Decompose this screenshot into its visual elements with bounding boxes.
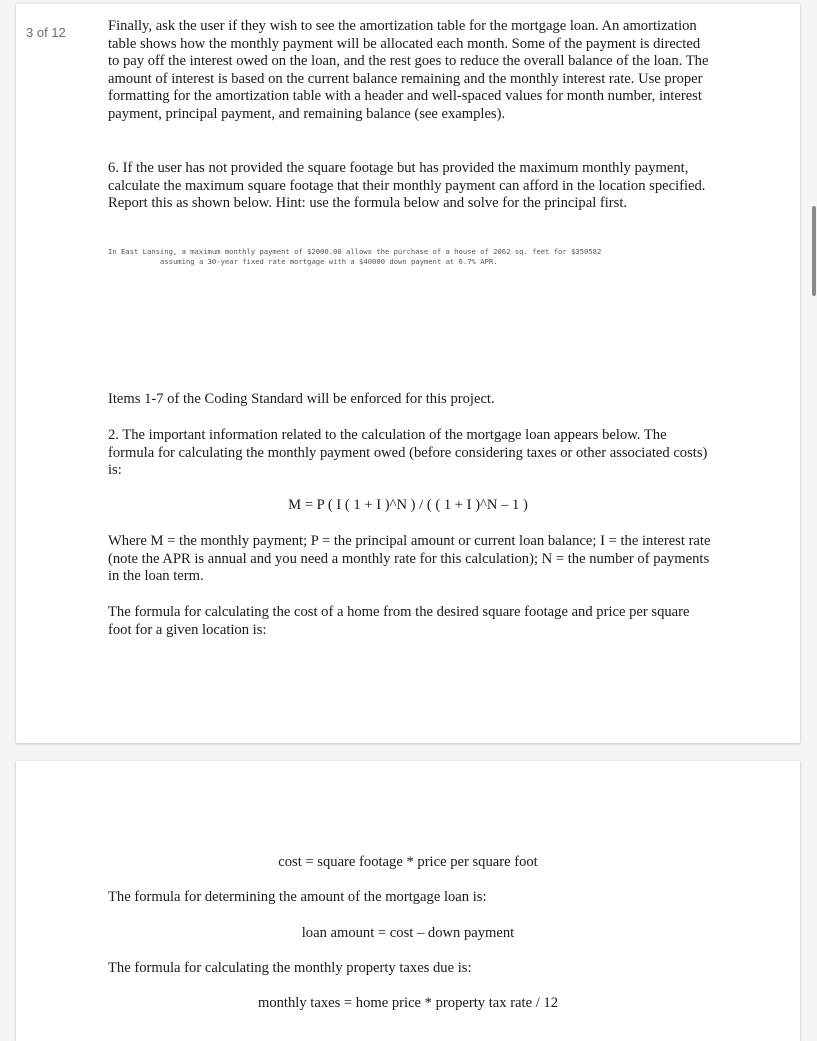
cost-formula-intro: The formula for calculating the cost of a home from the desired square footage and price per square foot for a given location is: [108,604,690,638]
cost-formula: cost = square footage * price per square foot [278,854,538,870]
sample-output-line-1: In East Lansing, a maximum monthly payment of $2000.00 allows the purchase of a house of 2062 sq. feet for $350582 [108,247,602,256]
monthly-taxes-formula: monthly taxes = home price * property tax rate / 12 [257,995,559,1011]
vertical-scrollbar-thumb[interactable] [812,206,816,296]
variable-definitions-paragraph: Where M = the monthly payment; P = the principal amount or current loan balance; I = the interest rate (note the APR is annual and you need a monthly rate for this calculation); N = the number of payments in the loan term. [108,533,711,585]
document-page [16,4,800,743]
coding-standard-note: Items 1-7 of the Coding Standard will be enforced for this project. [108,391,495,407]
amortization-paragraph: Finally, ask the user if they wish to see the amortization table for the mortgage loan. An amortization table shows how the monthly payment will be allocated each month. Some of the payment is directed to pay off the interest owed on the loan, and the rest goes to reduce the overall balance of the loan. The amount of interest is based on the current balance remaining and the monthly interest rate. Use proper formatting for the amortization table with a header and well-spaced values for month number, interest payment, principal payment, and remaining balance (see examples). [108,18,709,122]
tax-formula-intro: The formula for calculating the monthly property taxes due is: [108,960,472,976]
page-number-indicator: 3 of 12 [26,25,66,40]
sample-output-line-2: assuming a 30-year fixed rate mortgage with a $40000 down payment at 6.7% APR. [160,257,498,266]
monthly-payment-formula: M = P ( I ( 1 + I )^N ) / ( ( 1 + I )^N – 1 ) [288,497,528,513]
item-6-paragraph: 6. If the user has not provided the square footage but has provided the maximum monthly payment, calculate the maximum square footage that their monthly payment can afford in the location specified. Report this as shown below. Hint: use the formula below and solve for the principal first. [108,160,706,212]
loan-amount-formula: loan amount = cost – down payment [301,925,515,941]
loan-formula-intro: The formula for determining the amount of the mortgage loan is: [108,889,487,905]
document-page [16,761,800,1041]
item-2-paragraph: 2. The important information related to the calculation of the mortgage loan appears below. The formula for calculating the monthly payment owed (before considering taxes or other associated costs) is: [108,427,708,479]
